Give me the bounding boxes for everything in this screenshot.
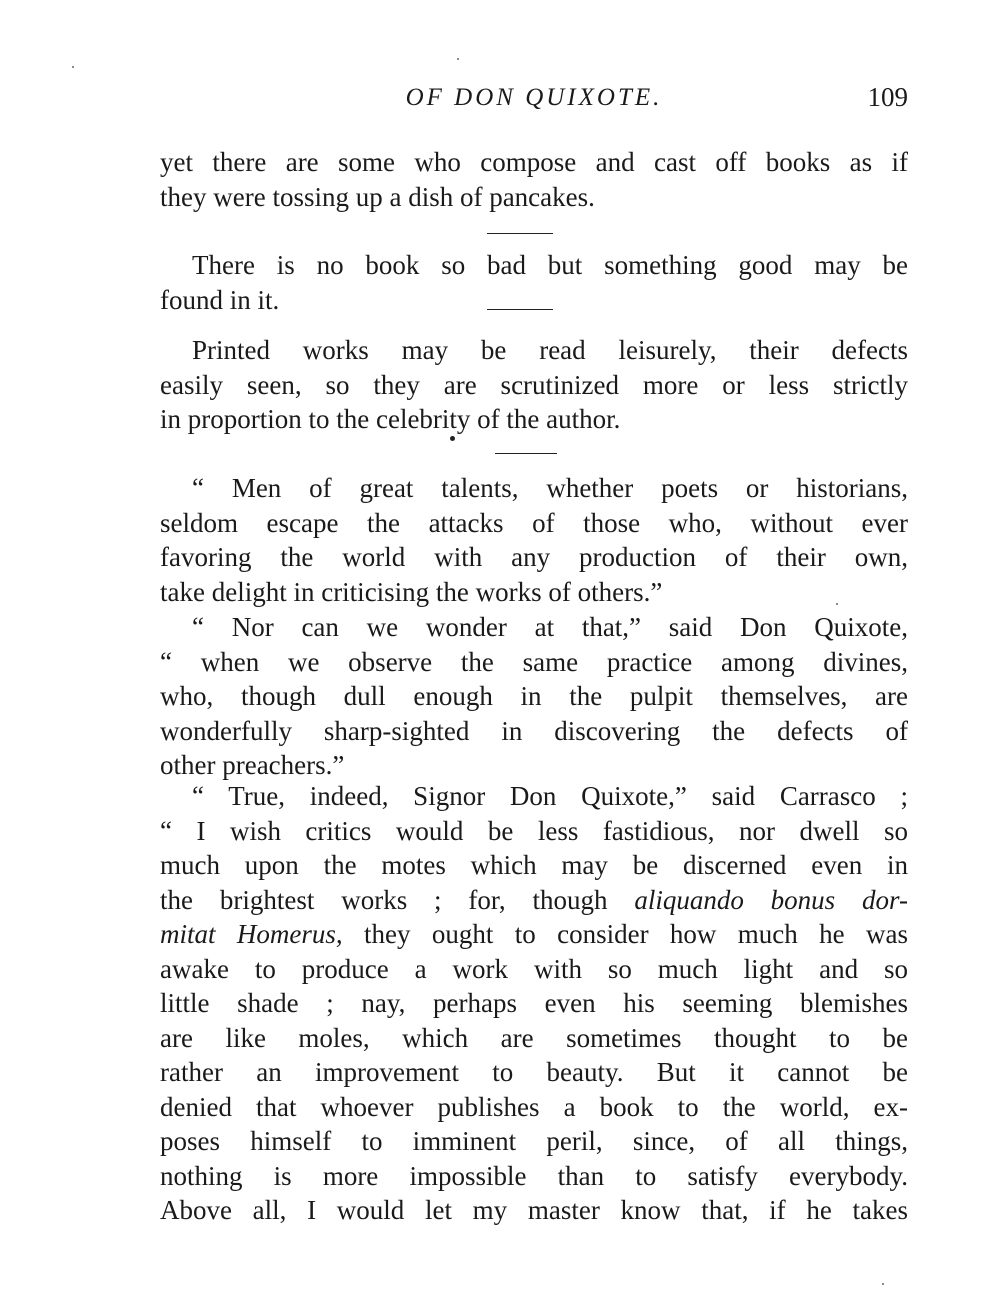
text-line	[160, 917, 908, 952]
text-line: are like moles, which are sometimes thought to be	[160, 1022, 908, 1053]
text-line	[160, 883, 908, 918]
text-line: poses himself to imminent peril, since, of all things,	[160, 1126, 908, 1156]
section-divider	[487, 309, 553, 310]
latin-phrase: mitat Homerus,	[160, 919, 343, 949]
text-line: who, though dull enough in the pulpit themselves, are	[160, 681, 908, 711]
text-line: There is no book so bad but something good may be	[192, 250, 908, 280]
text-line: yet there are some who compose and cast off books as if	[160, 147, 908, 177]
section-divider	[495, 453, 557, 454]
text-line: “ when we observe the same practice among divines,	[160, 646, 908, 677]
paragraph-1	[160, 145, 908, 214]
paragraph-3	[160, 333, 908, 437]
text-line: wonderfully sharp-sighted in discovering the defects of	[160, 715, 908, 746]
text-segment: the brightest works ; for, though	[160, 884, 635, 915]
running-head	[160, 80, 908, 116]
section-divider	[487, 233, 553, 234]
text-line: “ Nor can we wonder at that,” said Don Quixote,	[192, 612, 908, 642]
paragraph-2	[160, 248, 908, 317]
page-number: 109	[867, 82, 908, 112]
text-line: rather an improvement to beauty. But it cannot be	[160, 1057, 908, 1087]
scan-speck	[882, 1283, 884, 1285]
text-line: much upon the motes which may be discerned even in	[160, 850, 908, 880]
text-line: “ Men of great talents, whether poets or historians,	[192, 473, 908, 503]
running-title: OF DON QUIXOTE.	[405, 84, 663, 111]
latin-phrase: aliquando bonus dor-	[634, 884, 909, 915]
text-segment: they ought to consider how much he was	[342, 919, 908, 949]
text-line: easily seen, so they are scrutinized more or less strictly	[160, 369, 908, 400]
text-line: awake to produce a work with so much light and so	[160, 953, 908, 984]
text-line: other preachers.”	[160, 750, 345, 780]
text-line: seldom escape the attacks of those who, without ever	[160, 507, 908, 538]
text-line: “ True, indeed, Signor Don Quixote,” said Carrasco ;	[192, 781, 908, 811]
text-line: little shade ; nay, perhaps even his seeming blemishes	[160, 988, 908, 1018]
text-line: found in it.	[160, 284, 280, 315]
text-line: denied that whoever publishes a book to the world, ex-	[160, 1091, 908, 1122]
scan-speck	[457, 58, 459, 60]
paragraph-5	[160, 610, 908, 783]
text-line: nothing is more impossible than to satisfy everybody.	[160, 1160, 908, 1191]
text-line: in proportion to the celebrity of the author.	[160, 404, 621, 434]
text-line: they were tossing up a dish of pancakes.	[160, 181, 595, 212]
text-line: Above all, I would let my master know that, if he takes	[160, 1195, 908, 1225]
paragraph-6	[160, 779, 908, 1228]
scan-speck	[72, 66, 74, 68]
text-line: Printed works may be read leisurely, their defects	[192, 335, 908, 365]
text-line: “ I wish critics would be less fastidious, nor dwell so	[160, 815, 908, 846]
scan-speck	[836, 603, 838, 605]
ink-dot	[450, 436, 455, 441]
text-line: take delight in criticising the works of others.”	[160, 576, 663, 607]
paragraph-4	[160, 471, 908, 609]
text-line: favoring the world with any production of their own,	[160, 542, 908, 572]
